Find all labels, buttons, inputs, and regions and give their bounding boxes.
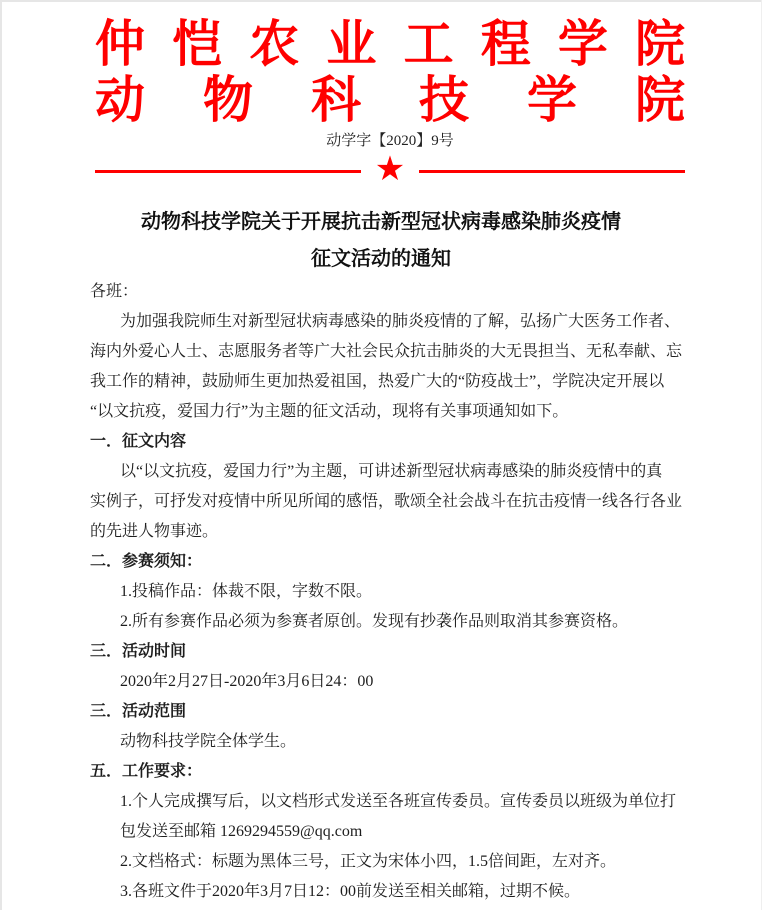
section-5-item-2: 2.文档格式：标题为黑体三号，正文为宋体小四，1.5倍间距，左对齐。	[120, 853, 617, 870]
activity-scope: 动物科技学院全体学生。	[120, 733, 297, 750]
document-number: 动学字【2020】9号	[326, 133, 454, 149]
section-1-line-1: 以“以文抗疫，爱国力行”为主题，可讲述新型冠状病毒感染的肺炎疫情中的真	[120, 463, 663, 480]
org-name-char: 技	[419, 72, 469, 128]
org-name-char: 学	[557, 16, 608, 72]
red-divider	[95, 149, 685, 189]
notice-title-line-1: 动物科技学院关于开展抗击新型冠状病毒感染肺炎疫情	[141, 211, 621, 233]
section-1-heading: 一．征文内容	[90, 433, 187, 450]
letterhead-org-line-2	[95, 72, 685, 128]
org-name-char: 院	[635, 72, 685, 128]
org-name-char: 物	[203, 72, 253, 128]
letterhead-org-line-1	[95, 16, 685, 72]
section-2-heading: 二．参赛须知：	[90, 553, 203, 570]
section-2-item-1: 1.投稿作品：体裁不限，字数不限。	[120, 583, 373, 600]
section-2-item-2: 2.所有参赛作品必须为参赛者原创。发现有抄袭作品则取消其参赛资格。	[120, 613, 629, 630]
section-1-line-3: 的先进人物事迹。	[90, 523, 219, 540]
page-edge-left	[0, 0, 2, 910]
page-edge-top	[0, 0, 762, 2]
org-name-char: 学	[527, 72, 577, 128]
section-5-heading: 五．工作要求：	[90, 763, 203, 780]
activity-time: 2020年2月27日-2020年3月6日24：00	[120, 673, 374, 690]
org-name-char: 院	[634, 16, 685, 72]
section-3-time-heading: 三．活动时间	[90, 643, 187, 660]
section-5-item-1-line-2: 包发送至邮箱 1269294559@qq.com	[120, 823, 363, 840]
red-rule-left	[95, 170, 361, 173]
notice-body	[90, 277, 686, 907]
org-name-char: 农	[249, 16, 300, 72]
section-5-item-1-line-1: 1.个人完成撰写后，以文档形式发送至各班宣传委员。宣传委员以班级为单位打	[120, 793, 677, 810]
section-3-scope-heading: 三．活动范围	[90, 703, 187, 720]
org-name-char: 工	[403, 16, 454, 72]
org-name-char: 仲	[95, 16, 145, 72]
intro-line-4: “以文抗疫，爱国力行”为主题的征文活动，现将有关事项通知如下。	[90, 403, 569, 420]
section-5-item-3: 3.各班文件于2020年3月7日12：00前发送至相关邮箱，过期不候。	[120, 883, 581, 900]
salutation: 各班：	[90, 283, 139, 300]
org-name-char: 业	[326, 16, 377, 72]
notice-title-line-2: 征文活动的通知	[311, 248, 451, 270]
intro-line-2: 海内外爱心人士、志愿服务者等广大社会民众抗击肺炎的大无畏担当、无私奉献、忘	[90, 343, 683, 360]
org-name-char: 科	[311, 72, 361, 128]
org-name-char: 程	[480, 16, 531, 72]
intro-line-3: 我工作的精神，鼓励师生更加热爱祖国，热爱广大的“防疫战士”，学院决定开展以	[90, 373, 665, 390]
section-1-line-2: 实例子，可抒发对疫情中所见所闻的感悟，歌颂全社会战斗在抗击疫情一线各行各业	[90, 493, 683, 510]
org-name-char: 动	[95, 72, 145, 128]
org-name-char: 恺	[172, 16, 223, 72]
red-rule-right	[419, 170, 685, 173]
intro-line-1: 为加强我院师生对新型冠状病毒感染的肺炎疫情的了解，弘扬广大医务工作者、	[120, 313, 681, 330]
star-icon: ★	[374, 149, 406, 189]
